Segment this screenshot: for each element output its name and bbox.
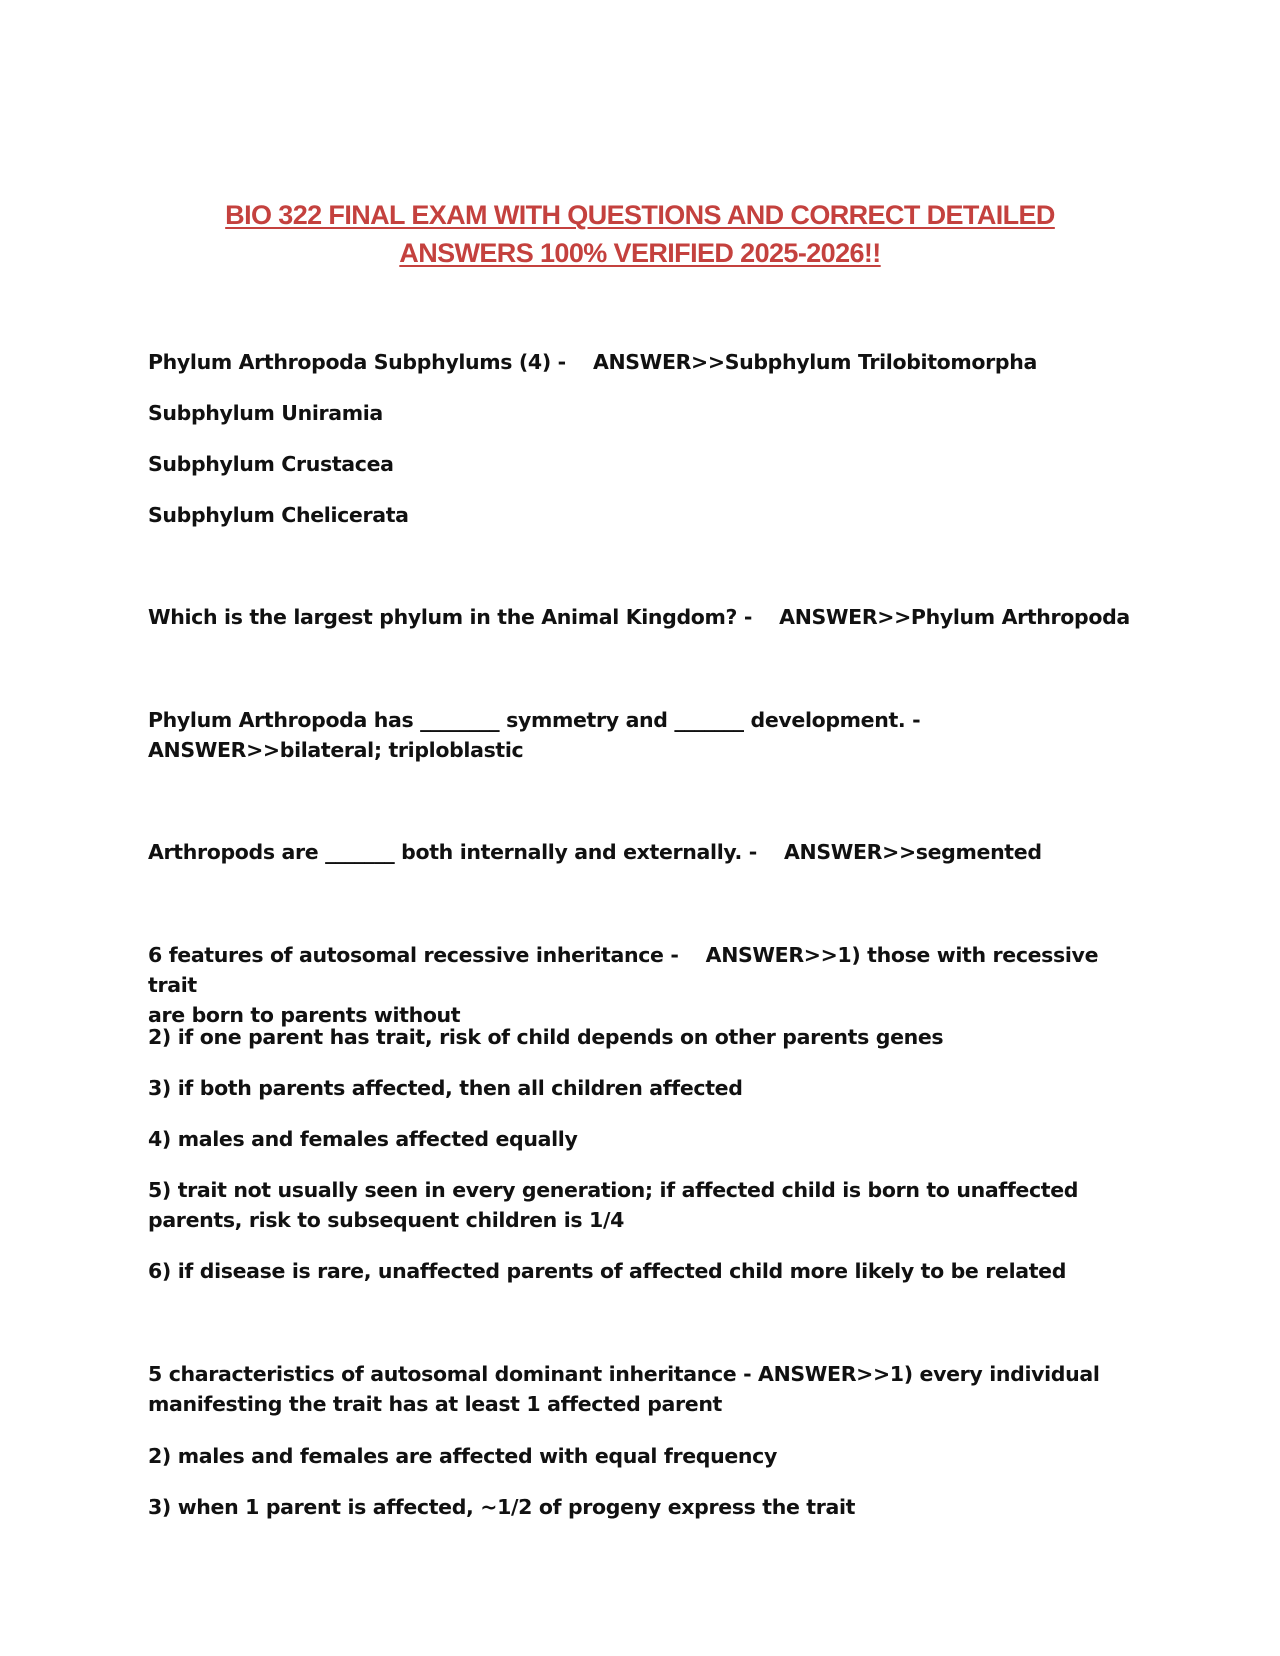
qa-subphylum-chelicerata: Subphylum Chelicerata [148,503,409,527]
qa-dominant-item-3: 3) when 1 parent is affected, ~1/2 of progeny express the trait [148,1495,856,1519]
qa-recessive-item-5: 5) trait not usually seen in every generation; if affected child is born to unaffected parents, risk to subsequent children is 1/4 [148,1178,1079,1232]
qa-segmented: Arthropods are _______ both internally and externally. - ANSWER>>segmented [148,840,1042,864]
qa-recessive-item-3: 3) if both parents affected, then all children affected [148,1076,743,1100]
qa-dominant-item-2: 2) males and females are affected with equal frequency [148,1444,777,1468]
qa-recessive-item-2: 2) if one parent has trait, risk of child depends on other parents genes [148,1025,944,1049]
qa-autosomal-dominant: 5 characteristics of autosomal dominant inheritance - ANSWER>>1) every individual manifesting the trait has at least 1 affected parent [148,1362,1100,1416]
qa-recessive-item-6: 6) if disease is rare, unaffected parents of affected child more likely to be related [148,1259,1067,1283]
qa-autosomal-recessive: 6 features of autosomal recessive inheritance - ANSWER>>1) those with recessive trait are born to parents without [148,943,1099,1027]
document-title-line-2: ANSWERS 100% VERIFIED 2025-2026!! [399,238,881,268]
qa-subphylum-uniramia: Subphylum Uniramia [148,401,383,425]
document-title-line-1: BIO 322 FINAL EXAM WITH QUESTIONS AND CORRECT DETAILED [225,200,1055,230]
qa-arthropoda-subphylums: Phylum Arthropoda Subphylums (4) - ANSWER>>Subphylum Trilobitomorpha [148,350,1037,374]
qa-largest-phylum: Which is the largest phylum in the Animal Kingdom? - ANSWER>>Phylum Arthropoda [148,605,1130,629]
document-title [130,196,1150,272]
qa-subphylum-crustacea: Subphylum Crustacea [148,452,394,476]
qa-recessive-item-4: 4) males and females affected equally [148,1127,578,1151]
qa-symmetry-development: Phylum Arthropoda has ________ symmetry and _______ development. - ANSWER>>bilateral; triploblastic [148,708,921,762]
